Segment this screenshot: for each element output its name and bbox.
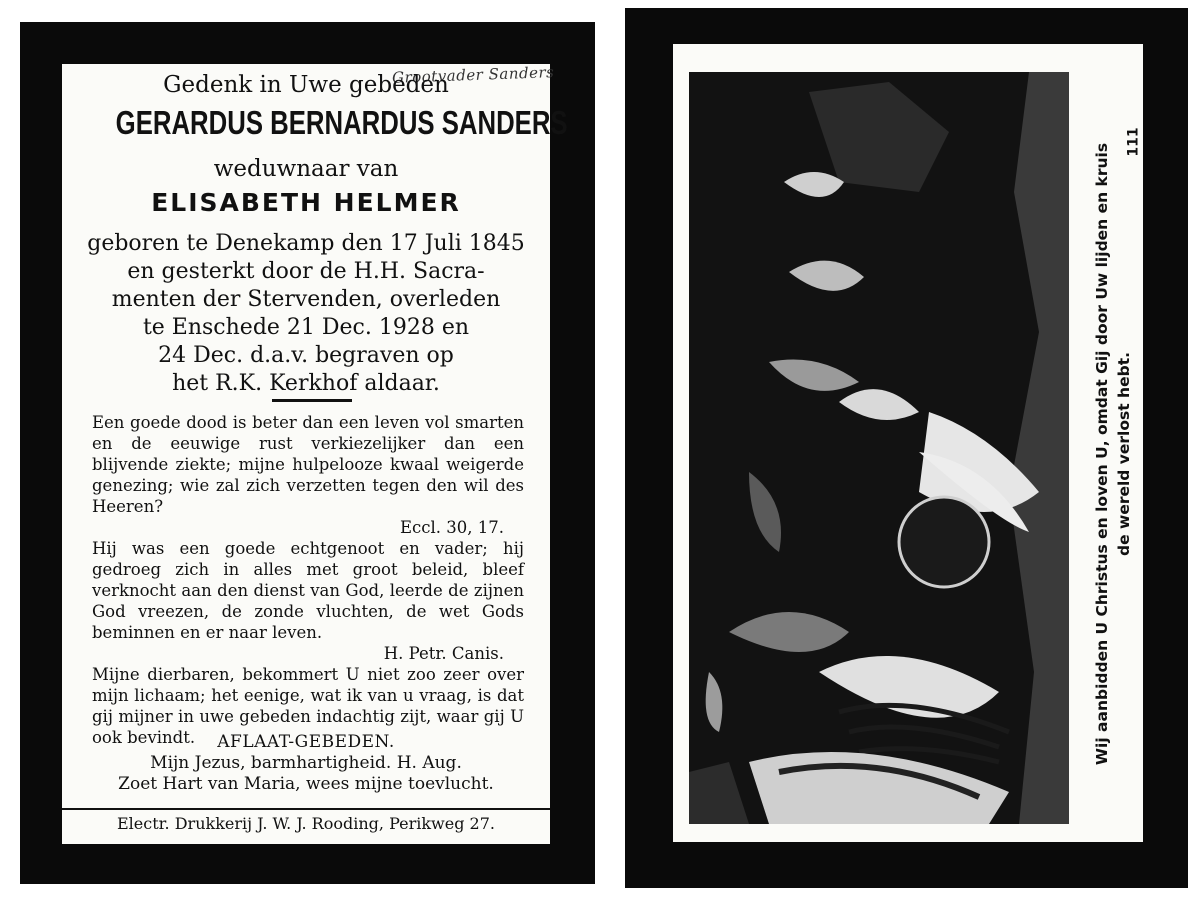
spouse-name: ELISABETH HELMER [151, 188, 461, 217]
plate-number: 111 [1125, 127, 1142, 157]
indulgence-line: Zoet Hart van Maria, wees mijne toevlucht. [118, 774, 494, 794]
quote-reference: H. Petr. Canis. [383, 644, 504, 663]
divider [62, 808, 550, 810]
memorial-card-back [625, 8, 1188, 888]
quote-paragraph: Mijne dierbaren, bekommert U niet zoo zeer over mijn lichaam; het eenige, wat ik van u vraag, is dat gij mijner in uwe gebeden indachtig zijt, waar gij U ook bevindt. [92, 665, 524, 747]
quote-paragraph: Een goede dood is beter dan een leven vol smarten en de eeuwige rust verkiezelijker dan een blijvende ziekte; mijne hulpelooze kwaal weigerde genezing; wie zal zich verzetten tegen den wil des Heeren? [92, 413, 524, 516]
card-paper [62, 63, 568, 844]
indulgence-prayers [62, 732, 550, 795]
indulgence-heading: AFLAAT-GEBEDEN. [217, 732, 395, 752]
life-line: en gesterkt door de H.H. Sacra- [127, 259, 485, 284]
handwritten-note: Grootvader Sanders [391, 63, 555, 87]
crucifixion-scene-image [689, 72, 1069, 824]
indulgence-line: Mijn Jezus, barmhartigheid. H. Aug. [150, 753, 462, 773]
quote-paragraph [92, 538, 524, 643]
life-details [62, 230, 550, 398]
devotional-image [689, 72, 1069, 824]
memorial-text [92, 412, 524, 748]
prayer-line: de wereld verlost hebt. [1115, 352, 1133, 556]
divider [272, 399, 352, 402]
quote-text: Hij was een goede echtgenoot en vader; hij gedroeg zich in alles met groot beleid, bleef verknocht aan den dienst van God, leerde de zijnen God vreezen, de zonde vluchten, de wet Gods beminnen en er naar leven. [92, 539, 524, 642]
printer-credit: Electr. Drukkerij J. W. J. Rooding, Perikweg 27. [117, 814, 495, 833]
relation-text: weduwnaar van [213, 156, 399, 182]
card-heading: Gedenk in Uwe gebeden [163, 72, 449, 98]
life-line: menten der Stervenden, overleden [111, 287, 501, 312]
deceased-name: GERARDUS BERNARDUS SANDERS [115, 104, 568, 141]
life-line: het R.K. Kerkhof aldaar. [172, 371, 440, 396]
card-paper [673, 44, 1143, 842]
life-line: geboren te Denekamp den 17 Juli 1845 [87, 231, 525, 256]
life-line: 24 Dec. d.a.v. begraven op [158, 343, 454, 368]
prayer-line: Wij aanbidden U Christus en loven U, omdat Gij door Uw lijden en kruis [1093, 142, 1111, 766]
prayer-text [1091, 74, 1135, 834]
memorial-card-front [20, 22, 595, 884]
quote-reference: Eccl. 30, 17. [399, 518, 504, 537]
life-line: te Enschede 21 Dec. 1928 en [142, 315, 470, 340]
